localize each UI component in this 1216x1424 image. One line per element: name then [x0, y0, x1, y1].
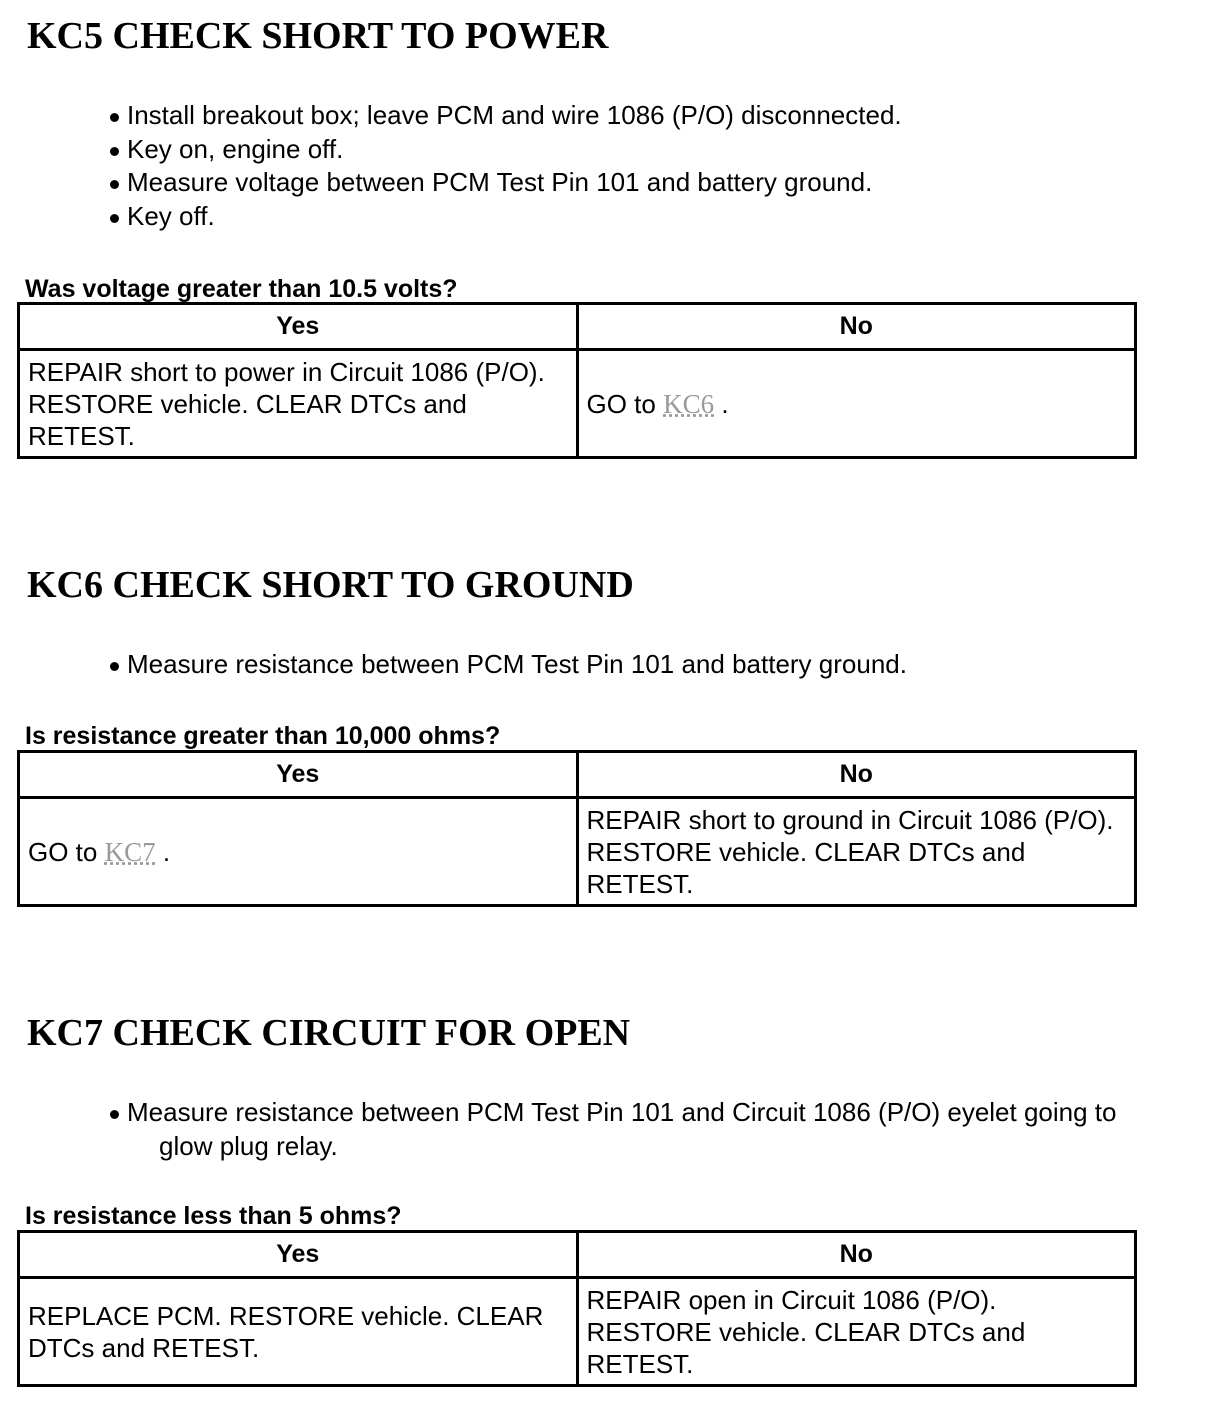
table-row [19, 1278, 1136, 1386]
table-header-row [19, 304, 1136, 350]
question: Is resistance greater than 10,000 ohms? [25, 722, 501, 750]
decision-table [17, 1230, 1137, 1387]
kc6-link[interactable]: KC6 [663, 388, 715, 419]
yes-header: Yes [19, 1232, 578, 1278]
table-header-row [19, 1232, 1136, 1278]
list-item: Measure voltage between PCM Test Pin 101 and battery ground. [0, 166, 902, 200]
kc7-link[interactable]: KC7 [104, 836, 156, 867]
section-title: KC5 CHECK SHORT TO POWER [27, 15, 609, 57]
list-item: Measure resistance between PCM Test Pin 101 and Circuit 1086 (P/O) eyelet going to glow plug relay. [0, 1096, 1187, 1163]
bullet-icon [110, 180, 119, 189]
yes-cell: REPLACE PCM. RESTORE vehicle. CLEAR DTCs and RETEST. [19, 1278, 578, 1386]
step-list [0, 648, 907, 682]
question: Was voltage greater than 10.5 volts? [25, 275, 458, 303]
table-header-row [19, 752, 1136, 798]
decision-table [17, 750, 1137, 907]
list-item: Key off. [0, 200, 902, 234]
yes-cell: REPAIR short to power in Circuit 1086 (P/O). RESTORE vehicle. CLEAR DTCs and RETEST. [19, 350, 578, 458]
list-item: Key on, engine off. [0, 133, 902, 167]
decision-table [17, 302, 1137, 459]
bullet-icon [110, 214, 119, 223]
no-header: No [577, 304, 1136, 350]
bullet-icon [110, 113, 119, 122]
bullet-icon [110, 662, 119, 671]
list-item: Install breakout box; leave PCM and wire 1086 (P/O) disconnected. [0, 99, 902, 133]
no-header: No [577, 1232, 1136, 1278]
section-title: KC7 CHECK CIRCUIT FOR OPEN [27, 1012, 631, 1054]
section-title: KC6 CHECK SHORT TO GROUND [27, 564, 634, 606]
yes-header: Yes [19, 752, 578, 798]
no-header: No [577, 752, 1136, 798]
table-row [19, 350, 1136, 458]
list-item: Measure resistance between PCM Test Pin 101 and battery ground. [0, 648, 907, 682]
yes-cell: GO to KC7 . [19, 798, 578, 906]
no-cell: REPAIR open in Circuit 1086 (P/O). RESTORE vehicle. CLEAR DTCs and RETEST. [577, 1278, 1136, 1386]
no-cell: REPAIR short to ground in Circuit 1086 (P/O). RESTORE vehicle. CLEAR DTCs and RETEST. [577, 798, 1136, 906]
bullet-icon [110, 147, 119, 156]
question: Is resistance less than 5 ohms? [25, 1202, 402, 1230]
bullet-icon [110, 1110, 119, 1119]
step-list [0, 1096, 1187, 1163]
no-cell: GO to KC6 . [577, 350, 1136, 458]
yes-header: Yes [19, 304, 578, 350]
step-list [0, 99, 902, 233]
table-row [19, 798, 1136, 906]
